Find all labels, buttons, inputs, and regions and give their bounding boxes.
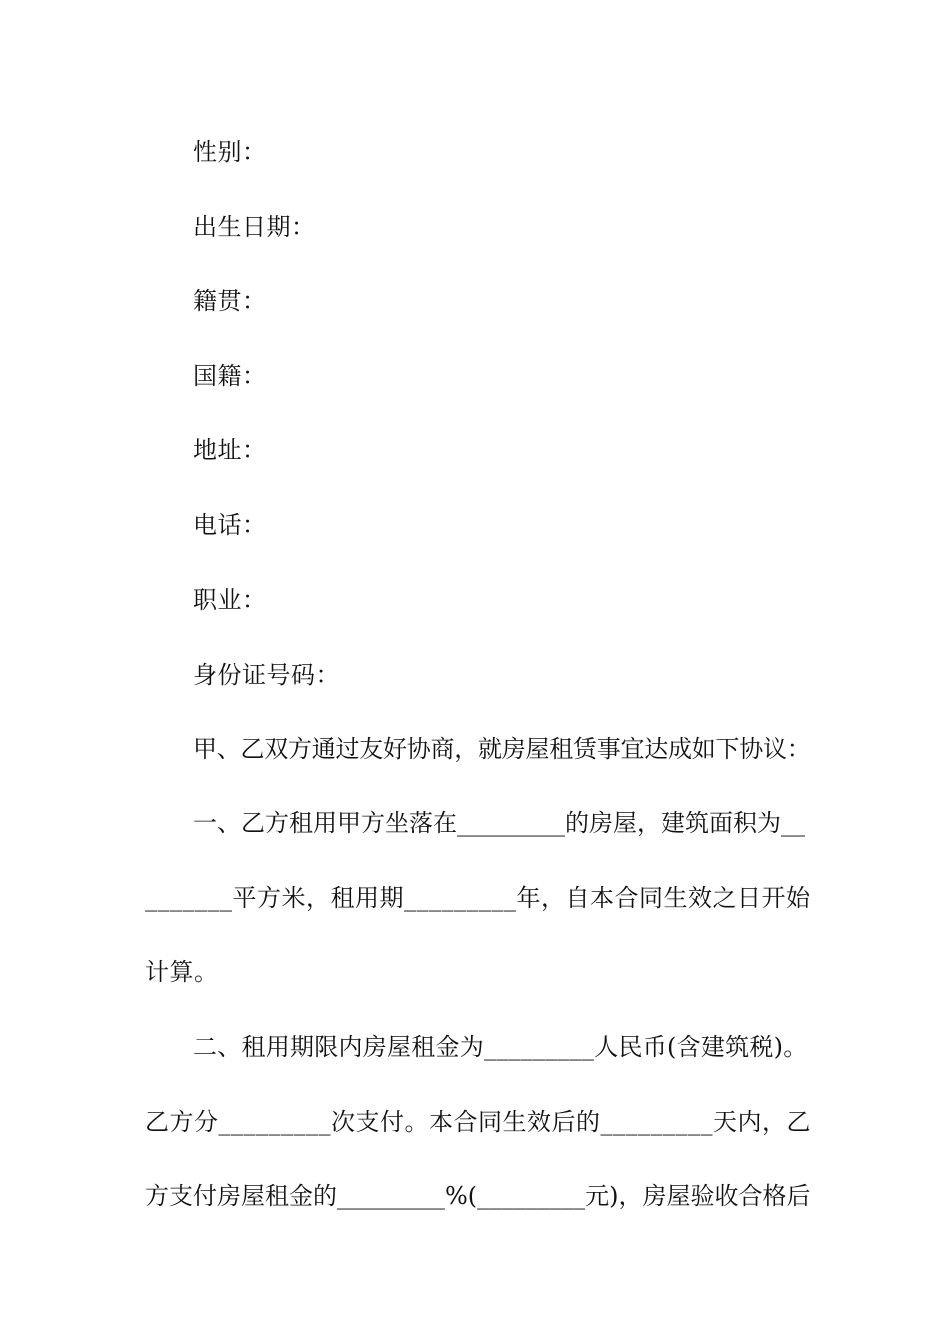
field-phone: 电话： [193,511,267,539]
clause-2-line-1: 二、租用期限内房屋租金为_________人民币(含建筑税)。 [193,1033,808,1061]
intro-paragraph: 甲、乙双方通过友好协商，就房屋租赁事宜达成如下协议： [193,735,811,763]
field-birth-date: 出生日期： [193,213,316,241]
field-address: 地址： [193,436,267,464]
field-native-place: 籍贯： [193,287,267,315]
clause-2-line-2: 乙方分_________次支付。本合同生效后的_________天内，乙 [145,1108,811,1136]
clause-1-line-3: 计算。 [145,958,219,986]
clause-2-line-3: 方支付房屋租金的_________%(_________元)，房屋验收合格后 [145,1182,811,1210]
clause-1-line-2: _______平方米，租用期_________年，自本合同生效之日开始 [145,884,811,912]
field-id-number: 身份证号码： [193,661,340,689]
field-nationality: 国籍： [193,362,267,390]
field-gender: 性别： [193,138,267,166]
clause-1-line-1: 一、乙方租用甲方坐落在_________的房屋，建筑面积为__ [193,809,805,837]
field-occupation: 职业： [193,586,267,614]
